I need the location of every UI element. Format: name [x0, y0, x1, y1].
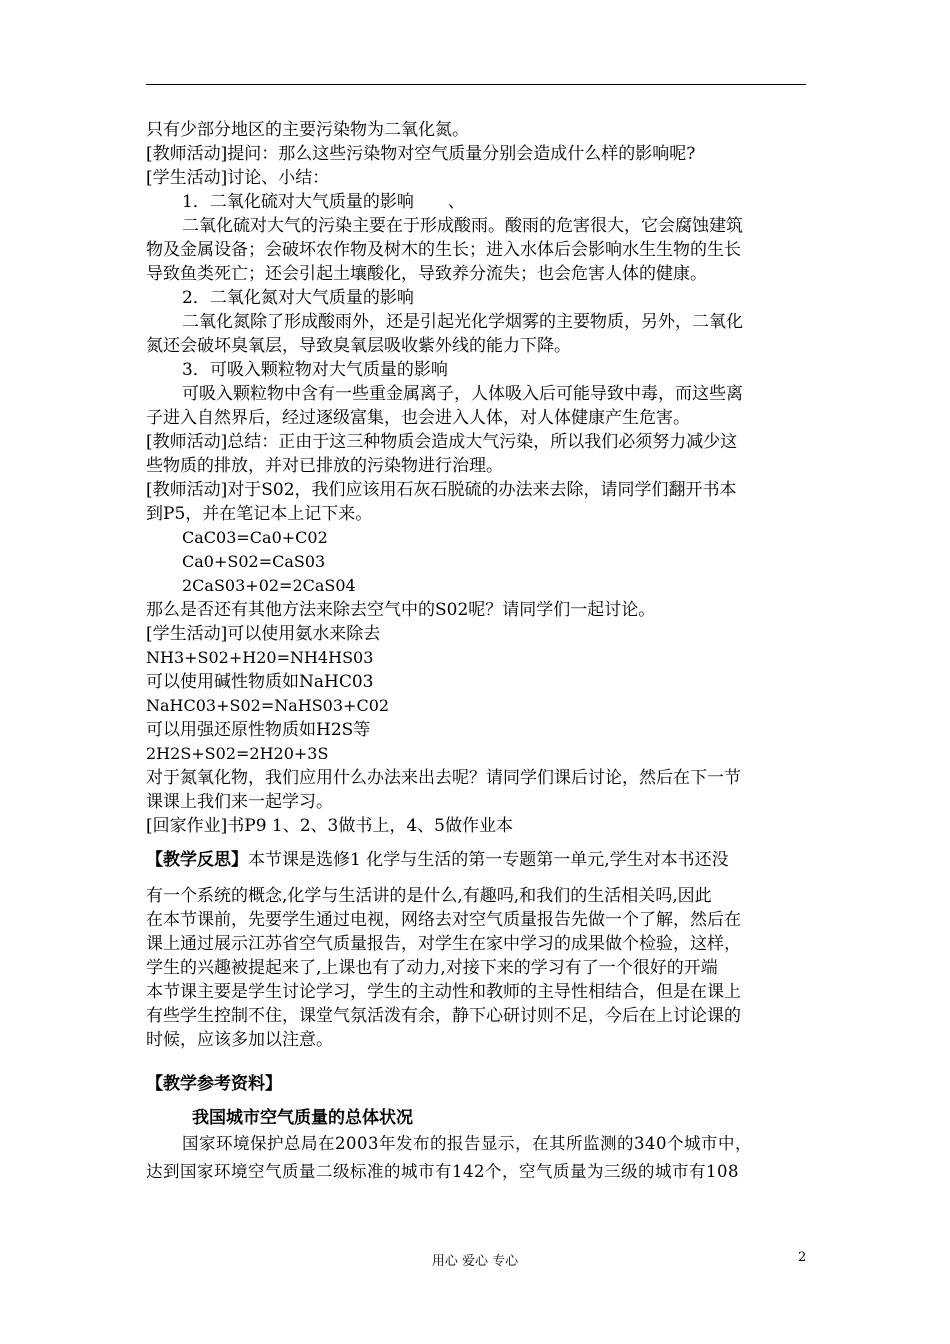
equation-line: 2CaS03+02=2CaS04	[182, 576, 356, 595]
reflection-section	[146, 848, 808, 1052]
text-line: 氮还会破坏臭氧层，导致臭氧层吸收紫外线的能力下降。	[146, 336, 571, 356]
equation-line: Ca0+S02=CaS03	[182, 552, 326, 571]
reference-section	[146, 1072, 808, 1186]
text-line: 那么是否还有其他方法来除去空气中的S02呢？请同学们一起讨论。	[146, 600, 656, 620]
text-line: 有些学生控制不住，课堂气氛活泼有余，静下心研讨则不足，今后在上讨论课的	[146, 1006, 741, 1026]
text-line: 对于氮氧化物，我们应用什么办法来出去呢？请同学们课后讨论，然后在下一节	[146, 768, 741, 788]
text-line: 有一个系统的概念,化学与生活讲的是什么,有趣吗,和我们的生活相关吗,因此	[146, 886, 712, 906]
text-line: 二氧化硫对大气的污染主要在于形成酸雨。酸雨的危害很大，它会腐蚀建筑	[182, 216, 743, 236]
text-line: 导致鱼类死亡；还会引起土壤酸化，导致养分流失；也会危害人体的健康。	[146, 264, 707, 284]
footer-motto: 用心 爱心 专心	[431, 1254, 519, 1269]
text-line: 3．可吸入颗粒物对大气质量的影响	[182, 360, 448, 380]
header-rule	[146, 84, 806, 85]
text-line: 课课上我们来一起学习。	[146, 792, 333, 812]
text-line: 学生的兴趣被提起来了,上课也有了动力,对接下来的学习有了一个很好的开端	[146, 958, 718, 978]
equation-line: NaHC03+S02=NaHS03+C02	[146, 696, 390, 715]
text-line: 子进入自然界后，经过逐级富集，也会进入人体，对人体健康产生危害。	[146, 408, 690, 428]
reflection-first-text: 本节课是选修1 化学与生活的第一专题第一单元,学生对本书还没	[248, 850, 729, 870]
reference-subtitle: 我国城市空气质量的总体状况	[192, 1108, 413, 1128]
reflection-heading: 【教学反思】	[146, 850, 248, 870]
text-line: [回家作业]书P9 1、2、3做书上，4、5做作业本	[146, 816, 514, 836]
text-line: 达到国家环境空气质量二级标准的城市有142个，空气质量为三级的城市有108	[146, 1162, 739, 1181]
text-line: 些物质的排放，并对已排放的污染物进行治理。	[146, 456, 503, 476]
text-line: 二氧化氮除了形成酸雨外，还是引起光化学烟雾的主要物质，另外，二氧化	[182, 312, 743, 332]
text-line: [教师活动]提问：那么这些污染物对空气质量分别会造成什么样的影响呢?	[146, 144, 696, 164]
text-line: [教师活动]对于S02，我们应该用石灰石脱硫的办法来去除，请同学们翻开书本	[146, 480, 737, 500]
text-line: 时候，应该多加以注意。	[146, 1030, 333, 1050]
text-line: 可以用强还原性物质如H2S等	[146, 720, 371, 740]
reflection-first-line	[146, 848, 808, 884]
text-line: 国家环境保护总局在2003年发布的报告显示，在其所监测的340个城市中，	[182, 1134, 752, 1153]
reference-heading: 【教学参考资料】	[146, 1074, 282, 1094]
equation-line: 2H2S+S02=2H20+3S	[146, 744, 329, 763]
text-line: 只有少部分地区的主要污染物为二氧化氮。	[146, 120, 469, 140]
text-line: 可吸入颗粒物中含有一些重金属离子，人体吸入后可能导致中毒，而这些离	[182, 384, 743, 404]
text-line: 可以使用碱性物质如NaHC03	[146, 672, 374, 692]
text-line: 本节课主要是学生讨论学习，学生的主动性和教师的主导性相结合，但是在课上	[146, 982, 741, 1002]
text-line: 课上通过展示江苏省空气质量报告，对学生在家中学习的成果做个检验，这样，	[146, 934, 741, 954]
lesson-text	[146, 118, 808, 838]
equation-line: CaC03=Ca0+C02	[182, 528, 328, 547]
equation-line: NH3+S02+H20=NH4HS03	[146, 648, 374, 667]
page-number: 2	[798, 1250, 807, 1265]
text-line: 到P5，并在笔记本上记下来。	[146, 504, 373, 524]
text-line: 1．二氧化硫对大气质量的影响 、	[182, 192, 465, 212]
document-body	[146, 118, 808, 1186]
text-line: 在本节课前，先要学生通过电视，网络去对空气质量报告先做一个了解，然后在	[146, 910, 741, 930]
text-line: 2．二氧化氮对大气质量的影响	[182, 288, 414, 308]
text-line: [教师活动]总结：正由于这三种物质会造成大气污染，所以我们必须努力减少这	[146, 432, 738, 452]
text-line: 物及金属设备；会破坏农作物及树木的生长；进入水体后会影响水生生物的生长	[146, 240, 741, 260]
text-line: [学生活动]可以使用氨水来除去	[146, 624, 381, 644]
text-line: [学生活动]讨论、小结：	[146, 168, 330, 188]
